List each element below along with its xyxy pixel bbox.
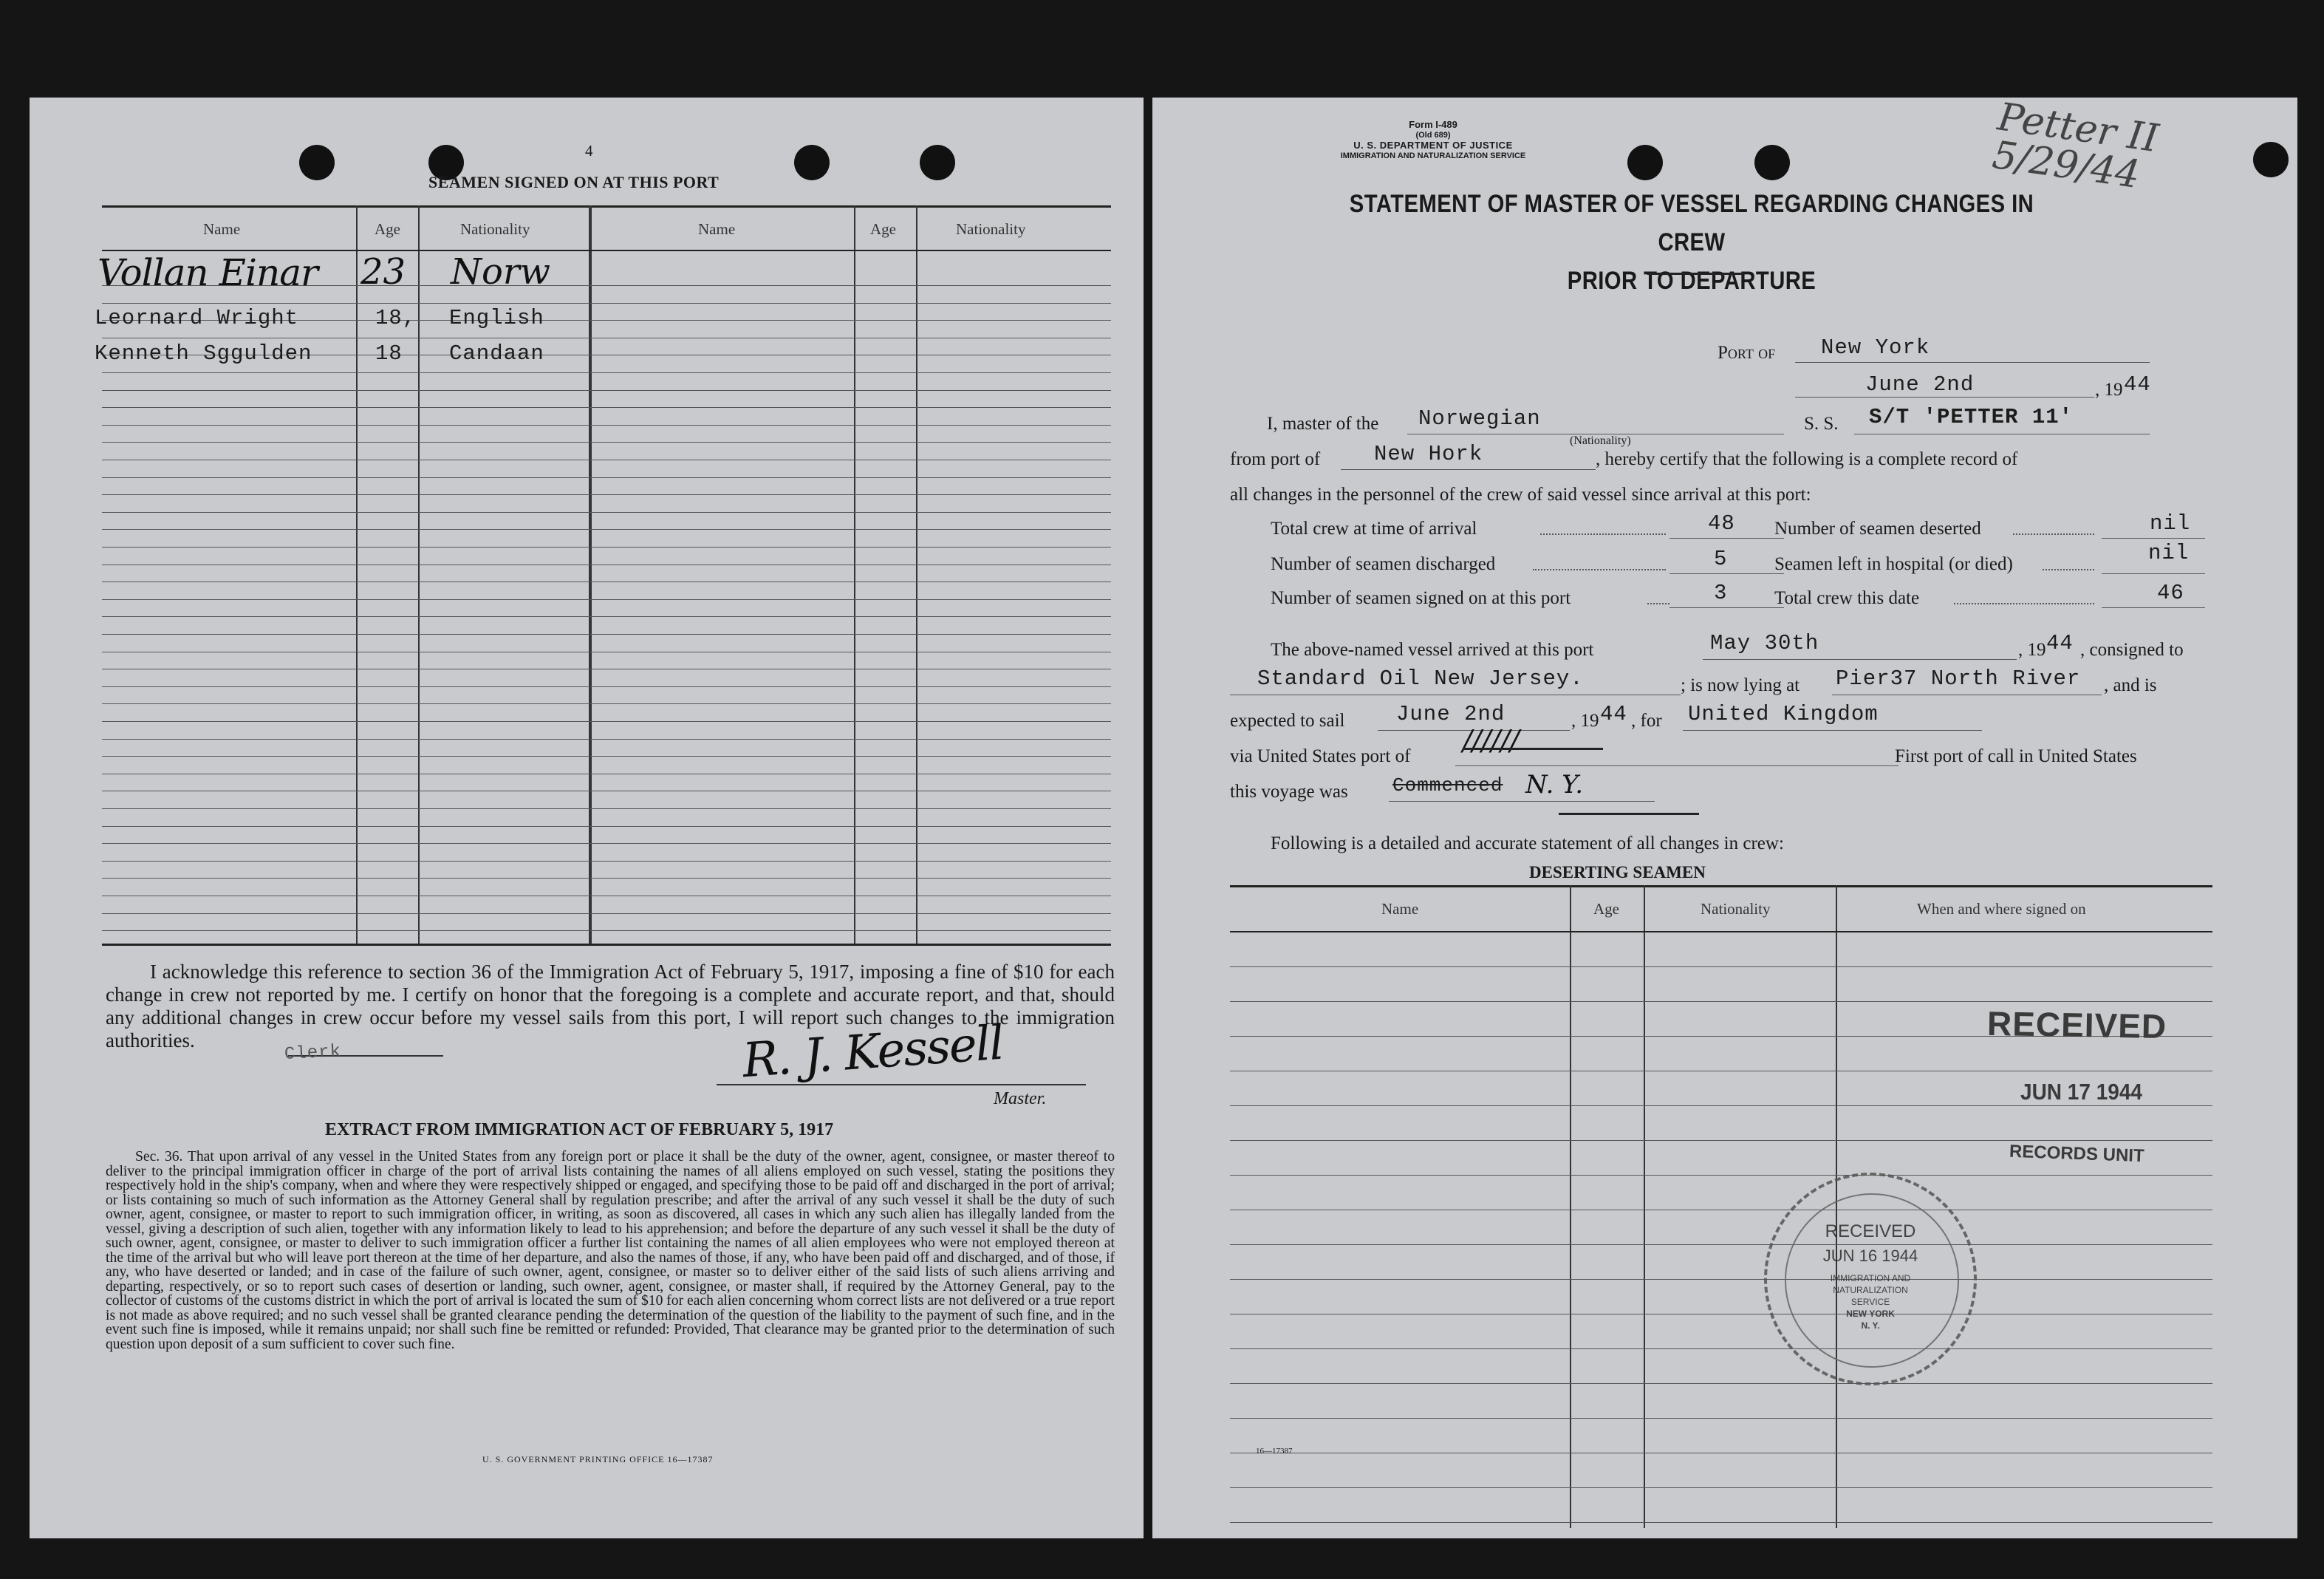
row-line	[102, 599, 1111, 600]
voyage-label: this voyage was	[1230, 782, 1348, 802]
punch-hole	[2253, 142, 2289, 177]
dot-leader	[2043, 569, 2094, 570]
field-line	[1341, 469, 1596, 470]
section-divider	[1559, 813, 1699, 815]
voyage-struck-text: Commenced	[1392, 774, 1503, 797]
deserting-col-nationality: Nationality	[1701, 900, 1771, 918]
via-value: //////	[1463, 724, 1520, 757]
punch-hole	[1754, 145, 1790, 180]
master-label: Master.	[994, 1089, 1047, 1108]
arrived-date: May 30th	[1710, 631, 1819, 655]
row-line	[102, 494, 1111, 495]
service: IMMIGRATION AND NATURALIZATION SERVICE	[1340, 151, 1526, 160]
sail-date: June 2nd	[1396, 702, 1506, 726]
col-divider	[916, 205, 917, 944]
acknowledgment-text: I acknowledge this reference to section 36 of the Immigration Act of February 5, 1917, imposing a fine of $10 for each change in crew not reported by me. I certify on honor that the foregoing is a complete and accurate report, and that, should any additional changes in crew occur before my vessel sails from this port, I will report such changes to the immigration authorities.	[106, 961, 1115, 1051]
row-line	[102, 529, 1111, 530]
seaman-age: 18,	[375, 306, 417, 330]
row-line	[102, 930, 1111, 931]
field-line	[2102, 573, 2205, 574]
round-stamp-line: NATURALIZATION	[1833, 1285, 1908, 1295]
total-crew-date-label: Total crew this date	[1774, 588, 1920, 608]
table-top-rule	[102, 205, 1111, 208]
field-line	[2102, 607, 2205, 608]
lying-label: ; is now lying at	[1681, 675, 1800, 695]
row-line	[102, 372, 1111, 373]
seamen-signed-on-value: 3	[1714, 581, 1728, 605]
row-line	[102, 721, 1111, 722]
row-line	[102, 547, 1111, 548]
master-of-label: I, master of the	[1267, 414, 1379, 434]
row-line	[102, 477, 1111, 478]
master-signature-line	[717, 1084, 1086, 1085]
expected-label: expected to sail	[1230, 711, 1345, 731]
received-stamp: RECEIVED	[1986, 1003, 2167, 1046]
row-line	[1230, 1348, 2212, 1349]
vessel-nationality: Norwegian	[1418, 406, 1541, 431]
for-label: , for	[1631, 711, 1662, 731]
row-line	[1230, 1487, 2212, 1488]
extract-title: EXTRACT FROM IMMIGRATION ACT OF FEBRUARY 5, 1917	[325, 1120, 834, 1139]
printer-line: U. S. GOVERNMENT PRINTING OFFICE 16—17387	[482, 1454, 714, 1464]
dot-leader	[1647, 603, 1669, 604]
row-line	[102, 303, 1111, 304]
seaman-nationality: Candaan	[449, 341, 544, 366]
printer-line: 16—17387	[1256, 1447, 1293, 1456]
from-port-label: from port of	[1230, 449, 1321, 469]
via-label: via United States port of	[1230, 746, 1411, 766]
seaman-nationality: English	[449, 306, 544, 330]
lying-at: Pier37 North River	[1836, 666, 2081, 691]
arrived-label: The above-named vessel arrived at this port	[1271, 640, 1594, 660]
form-old-number: (Old 689)	[1415, 131, 1451, 140]
nationality-caption: (Nationality)	[1570, 434, 1631, 447]
deserting-title: DESERTING SEAMEN	[1529, 863, 1706, 881]
handwritten-corner-note: Petter II 5/29/44	[1989, 95, 2161, 198]
clerk-label: Clerk	[284, 1042, 342, 1065]
table-top-rule	[1230, 885, 2212, 887]
received-stamp-date: JUN 17 1944	[2020, 1079, 2143, 1105]
row-line	[1230, 966, 2212, 967]
form-subtitle: PRIOR TO DEPARTURE	[1567, 267, 1817, 295]
sail-year: 44	[1600, 702, 1627, 726]
punch-hole	[1627, 145, 1663, 180]
seamen-signed-title: SEAMEN SIGNED ON AT THIS PORT	[428, 173, 720, 191]
row-line	[102, 425, 1111, 426]
from-port-value: New Hork	[1374, 442, 1483, 466]
seamen-deserted-value: nil	[2150, 511, 2191, 536]
dot-leader	[1540, 533, 1666, 535]
row-line	[102, 739, 1111, 740]
hospital-label: Seamen left in hospital (or died)	[1774, 554, 2013, 574]
row-line	[102, 808, 1111, 809]
field-line	[1389, 801, 1655, 802]
field-line	[1669, 607, 1784, 608]
seaman-age: 23	[360, 251, 406, 293]
row-line	[102, 843, 1111, 844]
col-divider	[1570, 885, 1571, 1528]
row-line	[102, 390, 1111, 391]
department: U. S. DEPARTMENT OF JUSTICE	[1353, 140, 1513, 151]
sail-year-prefix: , 19	[1571, 711, 1599, 731]
dot-leader	[2013, 533, 2094, 535]
row-line	[102, 634, 1111, 635]
date-year-prefix: , 19	[2095, 380, 2123, 400]
column-header-name: Name	[203, 220, 241, 238]
row-line	[1230, 1001, 2212, 1002]
statement-date: June 2nd	[1865, 372, 1975, 397]
seamen-deserted-label: Number of seamen deserted	[1774, 519, 1981, 539]
hospital-value: nil	[2148, 541, 2190, 565]
arrived-year-prefix: , 19	[2018, 640, 2046, 660]
destination: United Kingdom	[1688, 702, 1879, 726]
title-underline	[1647, 273, 1743, 275]
field-line	[2102, 538, 2205, 539]
field-line	[1683, 730, 1982, 731]
row-line	[1230, 1105, 2212, 1106]
dot-leader	[1533, 569, 1666, 570]
col-divider	[418, 205, 420, 944]
master-signature: R. J. Kessell	[740, 1015, 1005, 1089]
round-stamp-date: JUN 16 1944	[1822, 1247, 1918, 1265]
col-divider	[356, 205, 358, 944]
seamen-signed-on-label: Number of seamen signed on at this port	[1271, 588, 1571, 608]
seaman-nationality: Norw	[451, 251, 550, 293]
total-crew-arrival-value: 48	[1708, 511, 1735, 536]
col-divider	[1644, 885, 1645, 1528]
column-header-age: Age	[870, 220, 896, 238]
form-number: Form I-489	[1409, 119, 1457, 130]
field-line	[1795, 397, 2094, 398]
row-line	[1230, 1383, 2212, 1384]
row-line	[102, 703, 1111, 704]
seamen-discharged-label: Number of seamen discharged	[1271, 554, 1496, 574]
column-header-name: Name	[698, 220, 736, 238]
seaman-age: 18	[375, 341, 403, 366]
consigned-label: , consigned to	[2080, 640, 2184, 660]
following-text: Following is a detailed and accurate statement of all changes in crew:	[1271, 833, 1784, 853]
field-line	[1703, 659, 2017, 660]
certify-text: , hereby certify that the following is a complete record of	[1596, 449, 2018, 469]
round-stamp-line: N. Y.	[1861, 1320, 1880, 1331]
field-line	[1669, 573, 1784, 574]
statement-year: 44	[2124, 372, 2151, 397]
row-line	[1230, 1279, 2212, 1280]
punch-hole	[794, 145, 830, 180]
vessel-name: S/T 'PETTER 11'	[1869, 405, 2074, 429]
punch-hole	[299, 145, 335, 180]
row-line	[1230, 1522, 2212, 1523]
round-stamp-line: NEW YORK	[1846, 1309, 1895, 1319]
column-header-nationality: Nationality	[956, 220, 1026, 238]
dot-leader	[1954, 603, 2094, 604]
row-line	[102, 913, 1111, 914]
total-crew-arrival-label: Total crew at time of arrival	[1271, 519, 1477, 539]
row-line	[102, 826, 1111, 827]
via-strike-line	[1463, 748, 1603, 750]
row-line	[102, 512, 1111, 513]
row-line	[1230, 1140, 2212, 1141]
column-header-nationality: Nationality	[460, 220, 530, 238]
seaman-name: Vollan Einar	[98, 251, 318, 294]
row-line	[102, 878, 1111, 879]
seamen-discharged-value: 5	[1714, 547, 1728, 571]
punch-hole	[920, 145, 955, 180]
round-stamp-received: RECEIVED	[1825, 1221, 1916, 1241]
row-line	[1230, 1175, 2212, 1176]
ss-label: S. S.	[1804, 414, 1839, 434]
port-of-label: Port of	[1718, 343, 1776, 363]
voyage-value: N. Y.	[1525, 770, 1584, 799]
total-crew-date-value: 46	[2157, 581, 2184, 605]
round-stamp-line: IMMIGRATION AND	[1830, 1273, 1911, 1283]
row-line	[1230, 1418, 2212, 1419]
round-stamp-line: SERVICE	[1850, 1297, 1890, 1307]
seaman-name: Leornard Wright	[95, 306, 299, 330]
header-rule	[1230, 931, 2212, 932]
row-line	[102, 861, 1111, 862]
row-line	[102, 442, 1111, 443]
consignee: Standard Oil New Jersey.	[1257, 666, 1584, 691]
deserting-col-name: Name	[1381, 900, 1419, 918]
col-divider	[854, 205, 855, 944]
deserting-col-signed-on: When and where signed on	[1917, 900, 2086, 918]
row-line	[102, 686, 1111, 687]
seaman-name: Kenneth Sggulden	[95, 341, 312, 366]
and-is-label: , and is	[2104, 675, 2157, 695]
arrived-year: 44	[2046, 631, 2074, 655]
field-line	[1669, 538, 1784, 539]
right-page	[1152, 95, 2297, 1538]
page-number: 4	[585, 142, 593, 160]
row-line	[102, 756, 1111, 757]
extract-text: Sec. 36. That upon arrival of any vessel in the United States from any foreign port or place it shall be the duty of the owner, agent, consignee, or master thereof to deliver to the principal immigration officer in charge of the port of arrival lists containing the names of all aliens employed on such vessel, stating the positions they respectively hold in the ship's company, when and where they were respectively shipped or engaged, and specifying those to be paid off and discharged in the port of arrival; or lists containing so much of such information as the Attorney General shall by regulation prescribe; and after the arrival of any such vessel it shall be the duty of such owner, agent, consignee, or master to report to such immigration officer, in writing, as soon as discovered, all cases in which any such alien has illegally landed from the vessel, giving a description of such alien, together with any information likely to lead to his apprehension; and before the departure of any such vessel it shall be the duty of such owner, agent, consignee, or master to deliver to such immigration officer a further list containing the names of all alien employees who were not employed thereon at the time of the arrival but who will leave port thereon at the time of her departure, and also the names of those, if any, who have been paid off and discharged, and of those, if any, who have deserted or landed; and in case of the failure of such owner, agent, consignee, or master so to deliver either of the said lists of such aliens arriving and departing, respectively, or so to report such cases of desertion or landing, such owner, agent, consignee, or master shall, if required by the Attorney General, pay to the collector of customs of the customs district in which the port of arrival is located the sum of $10 for each alien concerning whom correct lists are not delivered or a true report is not made as above required; and no such vessel shall be granted clearance pending the determination of the question of the liability to the payment of such fine, and in the event such fine is imposed, while it remains unpaid; nor shall such fine be remitted or refunded: Provided, That clearance may be granted prior to the determination of such question upon deposit of a sum sufficient to cover such fine.	[106, 1149, 1115, 1352]
port-of-value: New York	[1821, 335, 1930, 360]
records-unit-stamp: RECORDS UNIT	[2009, 1141, 2145, 1167]
round-stamp	[1764, 1173, 1977, 1385]
row-line	[1230, 1244, 2212, 1245]
field-line	[1455, 765, 1898, 766]
all-changes-text: all changes in the personnel of the crew of said vessel since arrival at this port:	[1230, 485, 1811, 505]
row-line	[102, 407, 1111, 408]
table-bottom-rule	[102, 944, 1111, 946]
first-port-label: First port of call in United States	[1895, 746, 2137, 766]
deserting-col-age: Age	[1593, 900, 1619, 918]
column-header-age: Age	[375, 220, 400, 238]
form-title: STATEMENT OF MASTER OF VESSEL REGARDING CHANGES IN CREW	[1349, 190, 2034, 256]
left-page	[30, 98, 1144, 1538]
col-divider	[589, 205, 592, 944]
row-line	[102, 616, 1111, 617]
field-line	[1795, 362, 2150, 363]
